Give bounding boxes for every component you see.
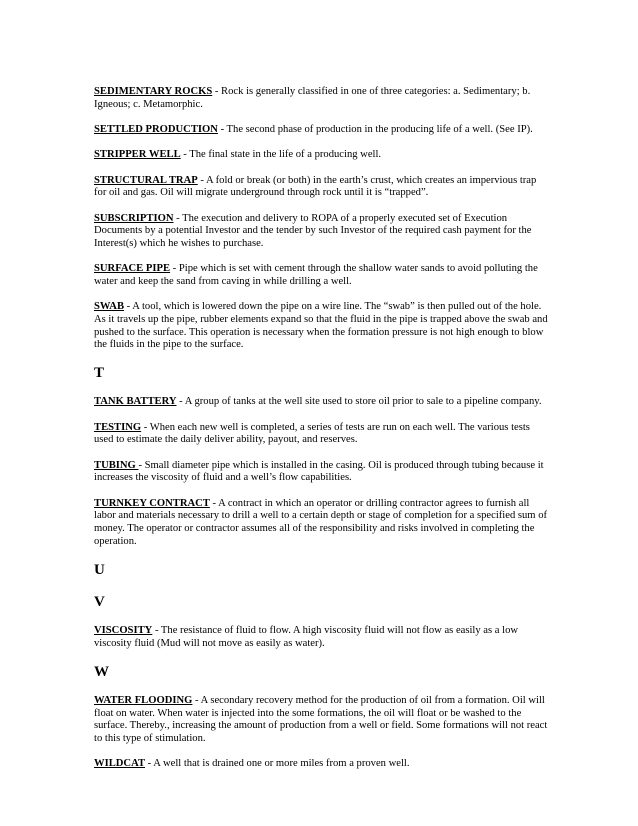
- glossary-entry: [94, 86, 549, 111]
- glossary-term: SURFACE PIPE: [94, 263, 171, 275]
- glossary-entry: [94, 396, 549, 409]
- glossary-term: VISCOSITY: [94, 625, 153, 637]
- glossary-definition: - A tool, which is lowered down the pipe on a wire line. The “swab” is then pulled out of the hole. As it travels up the pipe, rubber elements expand so that the fluid in the pipe is trapped above the swab and pushed to the surface. This operation is necessary when the formation pressure is not high enough to blow the fluids in the pipe to the surface.: [94, 301, 548, 351]
- glossary-term: SEDIMENTARY ROCKS: [94, 86, 213, 97]
- glossary-entry: [94, 422, 549, 447]
- glossary-entry: [94, 695, 549, 745]
- glossary-definition: - The resistance of fluid to flow. A high viscosity fluid will not flow as easily as a low viscosity fluid (Mud will not move as easily as water).: [94, 625, 519, 649]
- glossary-term: TURNKEY CONTRACT: [94, 497, 210, 509]
- glossary-term: TESTING: [94, 421, 142, 433]
- glossary-entry: [94, 263, 549, 288]
- glossary-entry: [94, 149, 549, 162]
- glossary-definition: - A well that is drained one or more miles from a proven well.: [145, 758, 410, 770]
- glossary-definition: - Pipe which is set with cement through the shallow water sands to avoid polluting the water and keep the sand from caving in while drilling a well.: [94, 263, 538, 287]
- glossary-entry: [94, 758, 549, 771]
- glossary-term: TUBING: [94, 459, 139, 471]
- glossary-definition: - The second phase of production in the producing life of a well. (See IP).: [217, 123, 533, 135]
- glossary-term: STRUCTURAL TRAP: [94, 174, 198, 186]
- glossary-definition: - Rock is generally classified in one of three categories: a. Sedimentary; b. Igneous; c. Metamorphic.: [94, 86, 531, 110]
- glossary-definition: - When each new well is completed, a series of tests are run on each well. The various tests used to estimate the daily deliver ability, payout, and reserves.: [94, 421, 530, 446]
- section-letter-w: W: [94, 664, 109, 680]
- glossary-term: WILDCAT: [94, 758, 146, 770]
- glossary-entry: [94, 124, 549, 137]
- section-letter-t: T: [94, 365, 105, 382]
- glossary-entry: [94, 175, 549, 200]
- glossary-definition: - Small diameter pipe which is installed in the casing. Oil is produced through tubing because it increases the viscosity of fluid and a well’s flow capabilities.: [94, 459, 544, 484]
- glossary-term: SWAB: [94, 301, 125, 313]
- glossary-page: [94, 86, 549, 784]
- glossary-entry: [94, 625, 549, 650]
- glossary-definition: - A secondary recovery method for the production of oil from a formation. Oil will float on water. When water is injected into the some formations, the oil will float or be washed to the surface. Thereby., increasing the amount of production from a well or field. Some formations will not react to this type of stimulation.: [94, 695, 548, 744]
- glossary-term: WATER FLOODING: [94, 695, 193, 706]
- glossary-definition: - The final state in the life of a producing well.: [180, 149, 382, 161]
- glossary-term: TANK BATTERY: [94, 396, 177, 408]
- glossary-entry: [94, 301, 549, 351]
- glossary-entry: [94, 460, 549, 485]
- glossary-term: SETTLED PRODUCTION: [94, 123, 218, 135]
- glossary-definition: - The execution and delivery to ROPA of a properly executed set of Execution Documents by a potential Investor and the tender by such Investor of the required cash payment for the Interest(s) which he wishes to purchase.: [94, 212, 532, 249]
- glossary-entry: [94, 498, 549, 548]
- glossary-definition: - A contract in which an operator or drilling contractor agrees to furnish all labor and materials necessary to drill a well to a certain depth or stage of completion for a specified sum of money. The operator or contractor assumes all of the responsibility and risks involved in completing the operation.: [94, 497, 548, 547]
- glossary-definition: - A group of tanks at the well site used to store oil prior to sale to a pipeline company.: [176, 396, 542, 408]
- section-letter-v: V: [94, 594, 105, 611]
- glossary-term: SUBSCRIPTION: [94, 212, 174, 224]
- glossary-entry: [94, 213, 549, 251]
- glossary-definition: - A fold or break (or both) in the earth’s crust, which creates an impervious trap for oil and gas. Oil will migrate underground through rock until it is “trapped”.: [94, 174, 537, 199]
- glossary-term: STRIPPER WELL: [94, 149, 181, 161]
- section-letter-u: U: [94, 562, 105, 579]
